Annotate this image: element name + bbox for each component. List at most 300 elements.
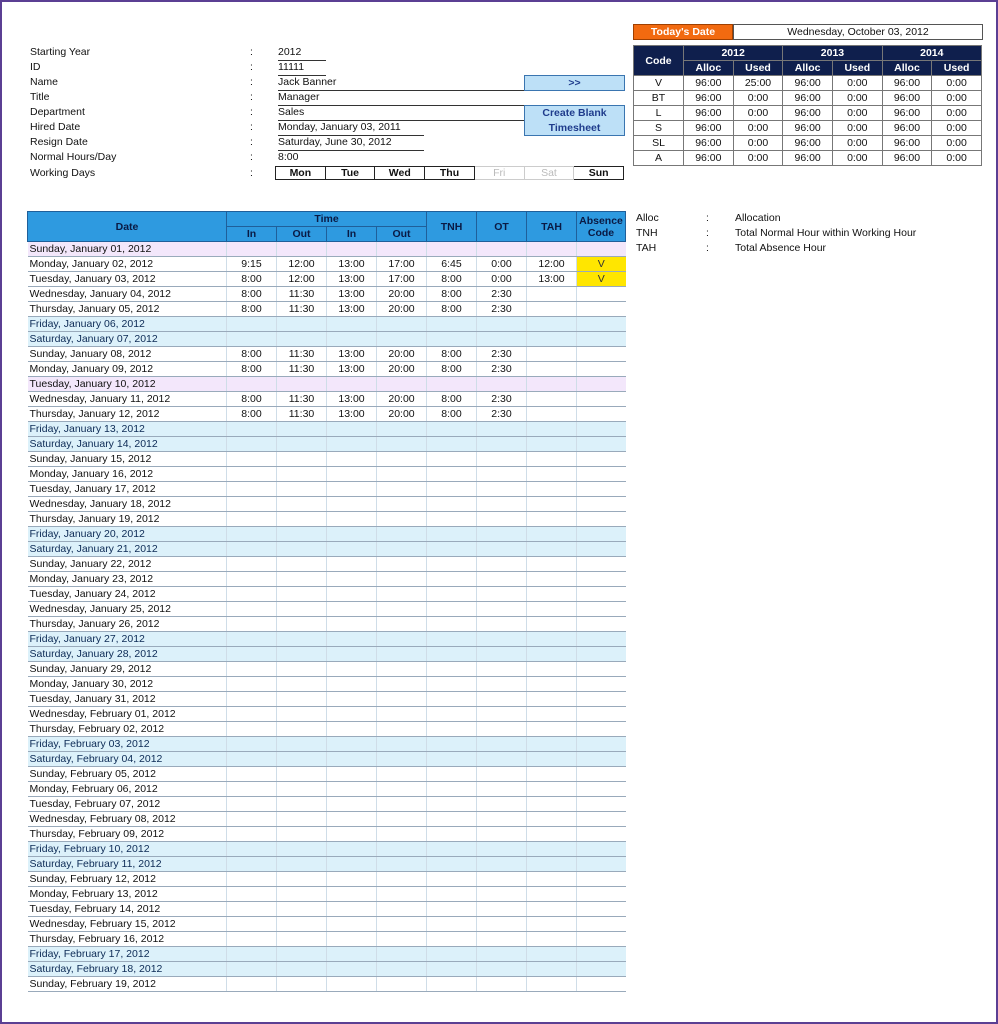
out-2-cell[interactable] <box>377 497 427 512</box>
tah-cell[interactable] <box>527 467 577 482</box>
out-1-cell[interactable] <box>277 812 327 827</box>
ot-cell[interactable] <box>477 887 527 902</box>
tah-cell[interactable] <box>527 242 577 257</box>
out-1-cell[interactable] <box>277 722 327 737</box>
ot-cell[interactable] <box>477 962 527 977</box>
absence-code-cell[interactable] <box>577 977 626 992</box>
out-2-cell[interactable] <box>377 377 427 392</box>
tah-cell[interactable] <box>527 902 577 917</box>
in-2-cell[interactable] <box>327 632 377 647</box>
absence-code-cell[interactable] <box>577 287 626 302</box>
out-2-cell[interactable] <box>377 437 427 452</box>
out-2-cell[interactable] <box>377 482 427 497</box>
title-field[interactable]: Manager <box>278 90 624 106</box>
alloc-value[interactable]: 96:00 <box>684 91 734 106</box>
tnh-cell[interactable]: 8:00 <box>427 272 477 287</box>
absence-code-cell[interactable] <box>577 902 626 917</box>
absence-code-cell[interactable] <box>577 602 626 617</box>
tnh-cell[interactable] <box>427 602 477 617</box>
tnh-cell[interactable] <box>427 752 477 767</box>
tnh-cell[interactable] <box>427 632 477 647</box>
out-2-cell[interactable] <box>377 977 427 992</box>
used-value[interactable]: 0:00 <box>733 151 783 166</box>
out-2-cell[interactable] <box>377 707 427 722</box>
in-2-cell[interactable] <box>327 887 377 902</box>
tah-cell[interactable] <box>527 347 577 362</box>
absence-code-cell[interactable] <box>577 347 626 362</box>
ot-cell[interactable] <box>477 902 527 917</box>
out-1-cell[interactable]: 11:30 <box>277 287 327 302</box>
in-1-cell[interactable] <box>227 782 277 797</box>
in-2-cell[interactable] <box>327 812 377 827</box>
tnh-cell[interactable] <box>427 377 477 392</box>
used-value[interactable]: 0:00 <box>832 121 882 136</box>
out-2-cell[interactable] <box>377 737 427 752</box>
ot-cell[interactable] <box>477 602 527 617</box>
out-2-cell[interactable] <box>377 632 427 647</box>
tah-cell[interactable] <box>527 332 577 347</box>
working-day-tue[interactable]: Tue <box>326 166 376 180</box>
in-1-cell[interactable]: 8:00 <box>227 347 277 362</box>
in-1-cell[interactable] <box>227 512 277 527</box>
out-2-cell[interactable] <box>377 587 427 602</box>
in-1-cell[interactable] <box>227 437 277 452</box>
absence-code-cell[interactable]: V <box>577 257 626 272</box>
out-1-cell[interactable] <box>277 737 327 752</box>
ot-cell[interactable] <box>477 497 527 512</box>
in-2-cell[interactable] <box>327 452 377 467</box>
tah-cell[interactable] <box>527 557 577 572</box>
ot-cell[interactable] <box>477 557 527 572</box>
out-1-cell[interactable] <box>277 557 327 572</box>
in-1-cell[interactable] <box>227 662 277 677</box>
ot-cell[interactable] <box>477 977 527 992</box>
in-2-cell[interactable] <box>327 932 377 947</box>
in-2-cell[interactable] <box>327 752 377 767</box>
out-2-cell[interactable] <box>377 947 427 962</box>
out-2-cell[interactable] <box>377 722 427 737</box>
ot-cell[interactable] <box>477 422 527 437</box>
tnh-cell[interactable] <box>427 242 477 257</box>
out-1-cell[interactable]: 11:30 <box>277 347 327 362</box>
in-1-cell[interactable]: 8:00 <box>227 272 277 287</box>
alloc-value[interactable]: 96:00 <box>783 106 833 121</box>
in-2-cell[interactable] <box>327 737 377 752</box>
in-2-cell[interactable] <box>327 572 377 587</box>
absence-code-cell[interactable] <box>577 917 626 932</box>
used-value[interactable]: 0:00 <box>832 76 882 91</box>
ot-cell[interactable]: 2:30 <box>477 407 527 422</box>
alloc-value[interactable]: 96:00 <box>882 151 932 166</box>
in-2-cell[interactable]: 13:00 <box>327 392 377 407</box>
ot-cell[interactable] <box>477 692 527 707</box>
out-1-cell[interactable] <box>277 482 327 497</box>
ot-cell[interactable] <box>477 767 527 782</box>
in-2-cell[interactable] <box>327 767 377 782</box>
out-2-cell[interactable]: 20:00 <box>377 392 427 407</box>
name-field[interactable]: Jack Banner <box>278 75 524 91</box>
out-1-cell[interactable] <box>277 782 327 797</box>
out-2-cell[interactable] <box>377 527 427 542</box>
in-2-cell[interactable] <box>327 527 377 542</box>
in-2-cell[interactable] <box>327 692 377 707</box>
used-value[interactable]: 0:00 <box>932 76 982 91</box>
out-2-cell[interactable] <box>377 317 427 332</box>
in-1-cell[interactable] <box>227 587 277 602</box>
out-1-cell[interactable] <box>277 497 327 512</box>
in-1-cell[interactable] <box>227 917 277 932</box>
tnh-cell[interactable] <box>427 587 477 602</box>
out-2-cell[interactable] <box>377 422 427 437</box>
tnh-cell[interactable] <box>427 647 477 662</box>
absence-code-cell[interactable] <box>577 362 626 377</box>
in-1-cell[interactable] <box>227 602 277 617</box>
ot-cell[interactable] <box>477 857 527 872</box>
tah-cell[interactable] <box>527 767 577 782</box>
ot-cell[interactable]: 0:00 <box>477 272 527 287</box>
in-1-cell[interactable]: 8:00 <box>227 362 277 377</box>
in-2-cell[interactable] <box>327 437 377 452</box>
in-2-cell[interactable] <box>327 827 377 842</box>
ot-cell[interactable]: 2:30 <box>477 347 527 362</box>
tah-cell[interactable] <box>527 482 577 497</box>
tah-cell[interactable] <box>527 602 577 617</box>
absence-code-cell[interactable] <box>577 692 626 707</box>
tah-cell[interactable] <box>527 317 577 332</box>
used-value[interactable]: 0:00 <box>733 106 783 121</box>
out-2-cell[interactable]: 20:00 <box>377 347 427 362</box>
tah-cell[interactable] <box>527 737 577 752</box>
tah-cell[interactable] <box>527 587 577 602</box>
out-1-cell[interactable] <box>277 962 327 977</box>
out-1-cell[interactable] <box>277 767 327 782</box>
absence-code-cell[interactable] <box>577 617 626 632</box>
out-2-cell[interactable]: 20:00 <box>377 362 427 377</box>
out-2-cell[interactable]: 20:00 <box>377 302 427 317</box>
in-2-cell[interactable] <box>327 332 377 347</box>
in-2-cell[interactable] <box>327 617 377 632</box>
in-2-cell[interactable] <box>327 542 377 557</box>
in-2-cell[interactable] <box>327 422 377 437</box>
tah-cell[interactable] <box>527 362 577 377</box>
in-1-cell[interactable] <box>227 737 277 752</box>
out-1-cell[interactable] <box>277 857 327 872</box>
used-value[interactable]: 0:00 <box>932 91 982 106</box>
out-1-cell[interactable] <box>277 572 327 587</box>
next-button[interactable]: >> <box>524 75 625 91</box>
in-2-cell[interactable] <box>327 467 377 482</box>
in-1-cell[interactable] <box>227 632 277 647</box>
out-2-cell[interactable] <box>377 917 427 932</box>
in-2-cell[interactable] <box>327 872 377 887</box>
hired-date-field[interactable]: Monday, January 03, 2011 <box>278 120 424 136</box>
out-2-cell[interactable]: 20:00 <box>377 407 427 422</box>
in-1-cell[interactable] <box>227 377 277 392</box>
tah-cell[interactable] <box>527 797 577 812</box>
alloc-value[interactable]: 96:00 <box>684 106 734 121</box>
absence-code-cell[interactable] <box>577 422 626 437</box>
out-2-cell[interactable] <box>377 512 427 527</box>
tnh-cell[interactable] <box>427 887 477 902</box>
ot-cell[interactable]: 2:30 <box>477 287 527 302</box>
in-1-cell[interactable] <box>227 647 277 662</box>
tnh-cell[interactable]: 8:00 <box>427 287 477 302</box>
ot-cell[interactable] <box>477 872 527 887</box>
out-2-cell[interactable] <box>377 647 427 662</box>
tnh-cell[interactable] <box>427 737 477 752</box>
absence-code-cell[interactable] <box>577 857 626 872</box>
absence-code-cell[interactable] <box>577 797 626 812</box>
out-1-cell[interactable]: 11:30 <box>277 302 327 317</box>
used-value[interactable]: 0:00 <box>932 106 982 121</box>
out-2-cell[interactable] <box>377 782 427 797</box>
in-2-cell[interactable] <box>327 962 377 977</box>
tnh-cell[interactable] <box>427 842 477 857</box>
absence-code-cell[interactable] <box>577 452 626 467</box>
working-day-sat[interactable]: Sat <box>525 166 575 180</box>
tnh-cell[interactable] <box>427 692 477 707</box>
in-1-cell[interactable] <box>227 842 277 857</box>
absence-code-cell[interactable] <box>577 497 626 512</box>
in-1-cell[interactable] <box>227 947 277 962</box>
in-1-cell[interactable] <box>227 722 277 737</box>
in-2-cell[interactable]: 13:00 <box>327 287 377 302</box>
absence-code-cell[interactable] <box>577 392 626 407</box>
tnh-cell[interactable] <box>427 767 477 782</box>
alloc-value[interactable]: 96:00 <box>684 76 734 91</box>
in-2-cell[interactable] <box>327 497 377 512</box>
alloc-value[interactable]: 96:00 <box>882 76 932 91</box>
tah-cell[interactable] <box>527 677 577 692</box>
absence-code-cell[interactable] <box>577 812 626 827</box>
out-2-cell[interactable] <box>377 242 427 257</box>
normal-hours-field[interactable]: 8:00 <box>278 151 299 163</box>
tnh-cell[interactable] <box>427 917 477 932</box>
tah-cell[interactable] <box>527 542 577 557</box>
ot-cell[interactable] <box>477 737 527 752</box>
in-2-cell[interactable] <box>327 902 377 917</box>
out-2-cell[interactable] <box>377 662 427 677</box>
tah-cell[interactable]: 12:00 <box>527 257 577 272</box>
tah-cell[interactable] <box>527 302 577 317</box>
working-day-fri[interactable]: Fri <box>475 166 525 180</box>
out-2-cell[interactable] <box>377 752 427 767</box>
tnh-cell[interactable]: 8:00 <box>427 407 477 422</box>
absence-code-cell[interactable] <box>577 947 626 962</box>
in-2-cell[interactable] <box>327 977 377 992</box>
in-2-cell[interactable] <box>327 602 377 617</box>
out-2-cell[interactable] <box>377 677 427 692</box>
out-1-cell[interactable] <box>277 242 327 257</box>
tah-cell[interactable] <box>527 527 577 542</box>
out-1-cell[interactable] <box>277 932 327 947</box>
out-1-cell[interactable] <box>277 587 327 602</box>
ot-cell[interactable] <box>477 722 527 737</box>
out-1-cell[interactable] <box>277 632 327 647</box>
in-2-cell[interactable]: 13:00 <box>327 302 377 317</box>
in-2-cell[interactable]: 13:00 <box>327 257 377 272</box>
ot-cell[interactable] <box>477 467 527 482</box>
out-2-cell[interactable] <box>377 902 427 917</box>
ot-cell[interactable]: 2:30 <box>477 392 527 407</box>
in-2-cell[interactable] <box>327 482 377 497</box>
tnh-cell[interactable]: 8:00 <box>427 392 477 407</box>
out-1-cell[interactable]: 11:30 <box>277 362 327 377</box>
absence-code-cell[interactable] <box>577 377 626 392</box>
tnh-cell[interactable] <box>427 497 477 512</box>
tnh-cell[interactable] <box>427 557 477 572</box>
in-2-cell[interactable] <box>327 317 377 332</box>
out-1-cell[interactable]: 11:30 <box>277 407 327 422</box>
tnh-cell[interactable] <box>427 872 477 887</box>
ot-cell[interactable] <box>477 512 527 527</box>
tnh-cell[interactable] <box>427 542 477 557</box>
in-2-cell[interactable] <box>327 677 377 692</box>
ot-cell[interactable]: 0:00 <box>477 257 527 272</box>
in-2-cell[interactable] <box>327 512 377 527</box>
tnh-cell[interactable] <box>427 932 477 947</box>
out-1-cell[interactable] <box>277 512 327 527</box>
ot-cell[interactable] <box>477 332 527 347</box>
out-2-cell[interactable] <box>377 827 427 842</box>
ot-cell[interactable] <box>477 827 527 842</box>
tnh-cell[interactable] <box>427 512 477 527</box>
absence-code-cell[interactable] <box>577 722 626 737</box>
ot-cell[interactable] <box>477 527 527 542</box>
tnh-cell[interactable] <box>427 707 477 722</box>
tah-cell[interactable] <box>527 377 577 392</box>
out-1-cell[interactable] <box>277 377 327 392</box>
tah-cell[interactable] <box>527 977 577 992</box>
in-1-cell[interactable] <box>227 572 277 587</box>
absence-code-cell[interactable] <box>577 557 626 572</box>
working-day-wed[interactable]: Wed <box>375 166 425 180</box>
tnh-cell[interactable] <box>427 857 477 872</box>
absence-code-cell[interactable] <box>577 587 626 602</box>
tnh-cell[interactable] <box>427 722 477 737</box>
ot-cell[interactable] <box>477 542 527 557</box>
out-2-cell[interactable]: 20:00 <box>377 287 427 302</box>
tah-cell[interactable] <box>527 497 577 512</box>
tah-cell[interactable] <box>527 512 577 527</box>
tnh-cell[interactable] <box>427 617 477 632</box>
in-1-cell[interactable] <box>227 332 277 347</box>
out-1-cell[interactable] <box>277 542 327 557</box>
tah-cell[interactable] <box>527 437 577 452</box>
used-value[interactable]: 0:00 <box>733 121 783 136</box>
tnh-cell[interactable] <box>427 947 477 962</box>
tah-cell[interactable] <box>527 872 577 887</box>
out-2-cell[interactable] <box>377 842 427 857</box>
in-1-cell[interactable] <box>227 692 277 707</box>
tah-cell[interactable] <box>527 407 577 422</box>
tnh-cell[interactable] <box>427 797 477 812</box>
out-1-cell[interactable]: 12:00 <box>277 272 327 287</box>
in-1-cell[interactable] <box>227 977 277 992</box>
ot-cell[interactable] <box>477 647 527 662</box>
ot-cell[interactable] <box>477 242 527 257</box>
in-1-cell[interactable] <box>227 962 277 977</box>
ot-cell[interactable]: 2:30 <box>477 302 527 317</box>
in-1-cell[interactable] <box>227 707 277 722</box>
resign-date-field[interactable]: Saturday, June 30, 2012 <box>278 135 424 151</box>
in-1-cell[interactable] <box>227 317 277 332</box>
ot-cell[interactable] <box>477 917 527 932</box>
in-2-cell[interactable]: 13:00 <box>327 347 377 362</box>
tah-cell[interactable] <box>527 782 577 797</box>
in-2-cell[interactable]: 13:00 <box>327 407 377 422</box>
out-2-cell[interactable] <box>377 617 427 632</box>
absence-code-cell[interactable] <box>577 842 626 857</box>
in-1-cell[interactable] <box>227 557 277 572</box>
absence-code-cell[interactable] <box>577 437 626 452</box>
tah-cell[interactable] <box>527 632 577 647</box>
used-value[interactable]: 0:00 <box>733 91 783 106</box>
in-2-cell[interactable] <box>327 377 377 392</box>
used-value[interactable]: 0:00 <box>733 136 783 151</box>
in-1-cell[interactable] <box>227 677 277 692</box>
absence-code-cell[interactable] <box>577 572 626 587</box>
absence-code-cell[interactable] <box>577 662 626 677</box>
in-1-cell[interactable]: 8:00 <box>227 287 277 302</box>
tah-cell[interactable] <box>527 707 577 722</box>
in-1-cell[interactable]: 9:15 <box>227 257 277 272</box>
absence-code-cell[interactable] <box>577 677 626 692</box>
tah-cell[interactable] <box>527 947 577 962</box>
out-1-cell[interactable] <box>277 332 327 347</box>
in-1-cell[interactable]: 8:00 <box>227 302 277 317</box>
absence-code-cell[interactable] <box>577 887 626 902</box>
out-1-cell[interactable] <box>277 452 327 467</box>
in-2-cell[interactable] <box>327 707 377 722</box>
tah-cell[interactable] <box>527 962 577 977</box>
absence-code-cell[interactable] <box>577 827 626 842</box>
in-1-cell[interactable] <box>227 497 277 512</box>
out-1-cell[interactable] <box>277 647 327 662</box>
out-2-cell[interactable] <box>377 887 427 902</box>
in-1-cell[interactable] <box>227 887 277 902</box>
out-1-cell[interactable] <box>277 422 327 437</box>
absence-code-cell[interactable] <box>577 737 626 752</box>
in-1-cell[interactable]: 8:00 <box>227 407 277 422</box>
in-2-cell[interactable] <box>327 557 377 572</box>
used-value[interactable]: 0:00 <box>832 151 882 166</box>
tnh-cell[interactable] <box>427 677 477 692</box>
alloc-value[interactable]: 96:00 <box>783 76 833 91</box>
department-field[interactable]: Sales <box>278 105 524 121</box>
alloc-value[interactable]: 96:00 <box>882 106 932 121</box>
in-2-cell[interactable] <box>327 647 377 662</box>
tnh-cell[interactable] <box>427 782 477 797</box>
absence-code-cell[interactable] <box>577 467 626 482</box>
tnh-cell[interactable] <box>427 572 477 587</box>
working-day-mon[interactable]: Mon <box>275 166 326 180</box>
tah-cell[interactable] <box>527 827 577 842</box>
ot-cell[interactable] <box>477 572 527 587</box>
ot-cell[interactable] <box>477 752 527 767</box>
used-value[interactable]: 0:00 <box>932 151 982 166</box>
out-1-cell[interactable]: 12:00 <box>277 257 327 272</box>
in-1-cell[interactable] <box>227 812 277 827</box>
out-2-cell[interactable] <box>377 857 427 872</box>
in-2-cell[interactable]: 13:00 <box>327 272 377 287</box>
out-2-cell[interactable] <box>377 332 427 347</box>
out-1-cell[interactable] <box>277 707 327 722</box>
ot-cell[interactable] <box>477 932 527 947</box>
out-1-cell[interactable] <box>277 887 327 902</box>
tah-cell[interactable] <box>527 917 577 932</box>
ot-cell[interactable] <box>477 812 527 827</box>
